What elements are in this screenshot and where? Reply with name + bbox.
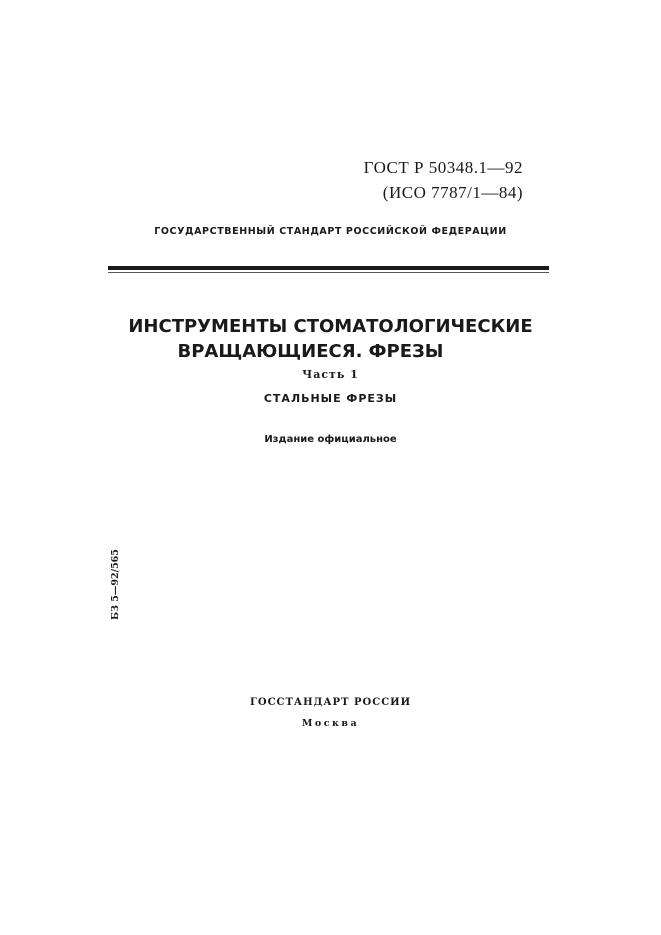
header-rule-thin: [108, 272, 549, 273]
document-subtitle: СТАЛЬНЫЕ ФРЕЗЫ: [263, 392, 398, 405]
title-line-1: ИНСТРУМЕНТЫ СТОМАТОЛОГИЧЕСКИЕ: [128, 316, 533, 337]
header-rule: [108, 266, 549, 270]
iso-reference: (ИСО 7787/1—84): [382, 183, 523, 202]
publication-city: Москва: [301, 718, 360, 729]
part-label: Часть 1: [302, 368, 359, 381]
standard-number: ГОСТ Р 50348.1—92: [363, 158, 523, 177]
edition-label: Издание официальное: [264, 434, 397, 445]
title-line-2: ВРАЩАЮЩИЕСЯ. ФРЕЗЫ: [177, 341, 444, 362]
side-code: БЗ 5—92/565: [110, 549, 121, 620]
publisher: ГОССТАНДАРТ РОССИИ: [249, 697, 412, 708]
state-standard-heading: ГОСУДАРСТВЕННЫЙ СТАНДАРТ РОССИЙСКОЙ ФЕДЕРАЦИИ: [154, 226, 507, 237]
document-title: [0, 314, 661, 364]
